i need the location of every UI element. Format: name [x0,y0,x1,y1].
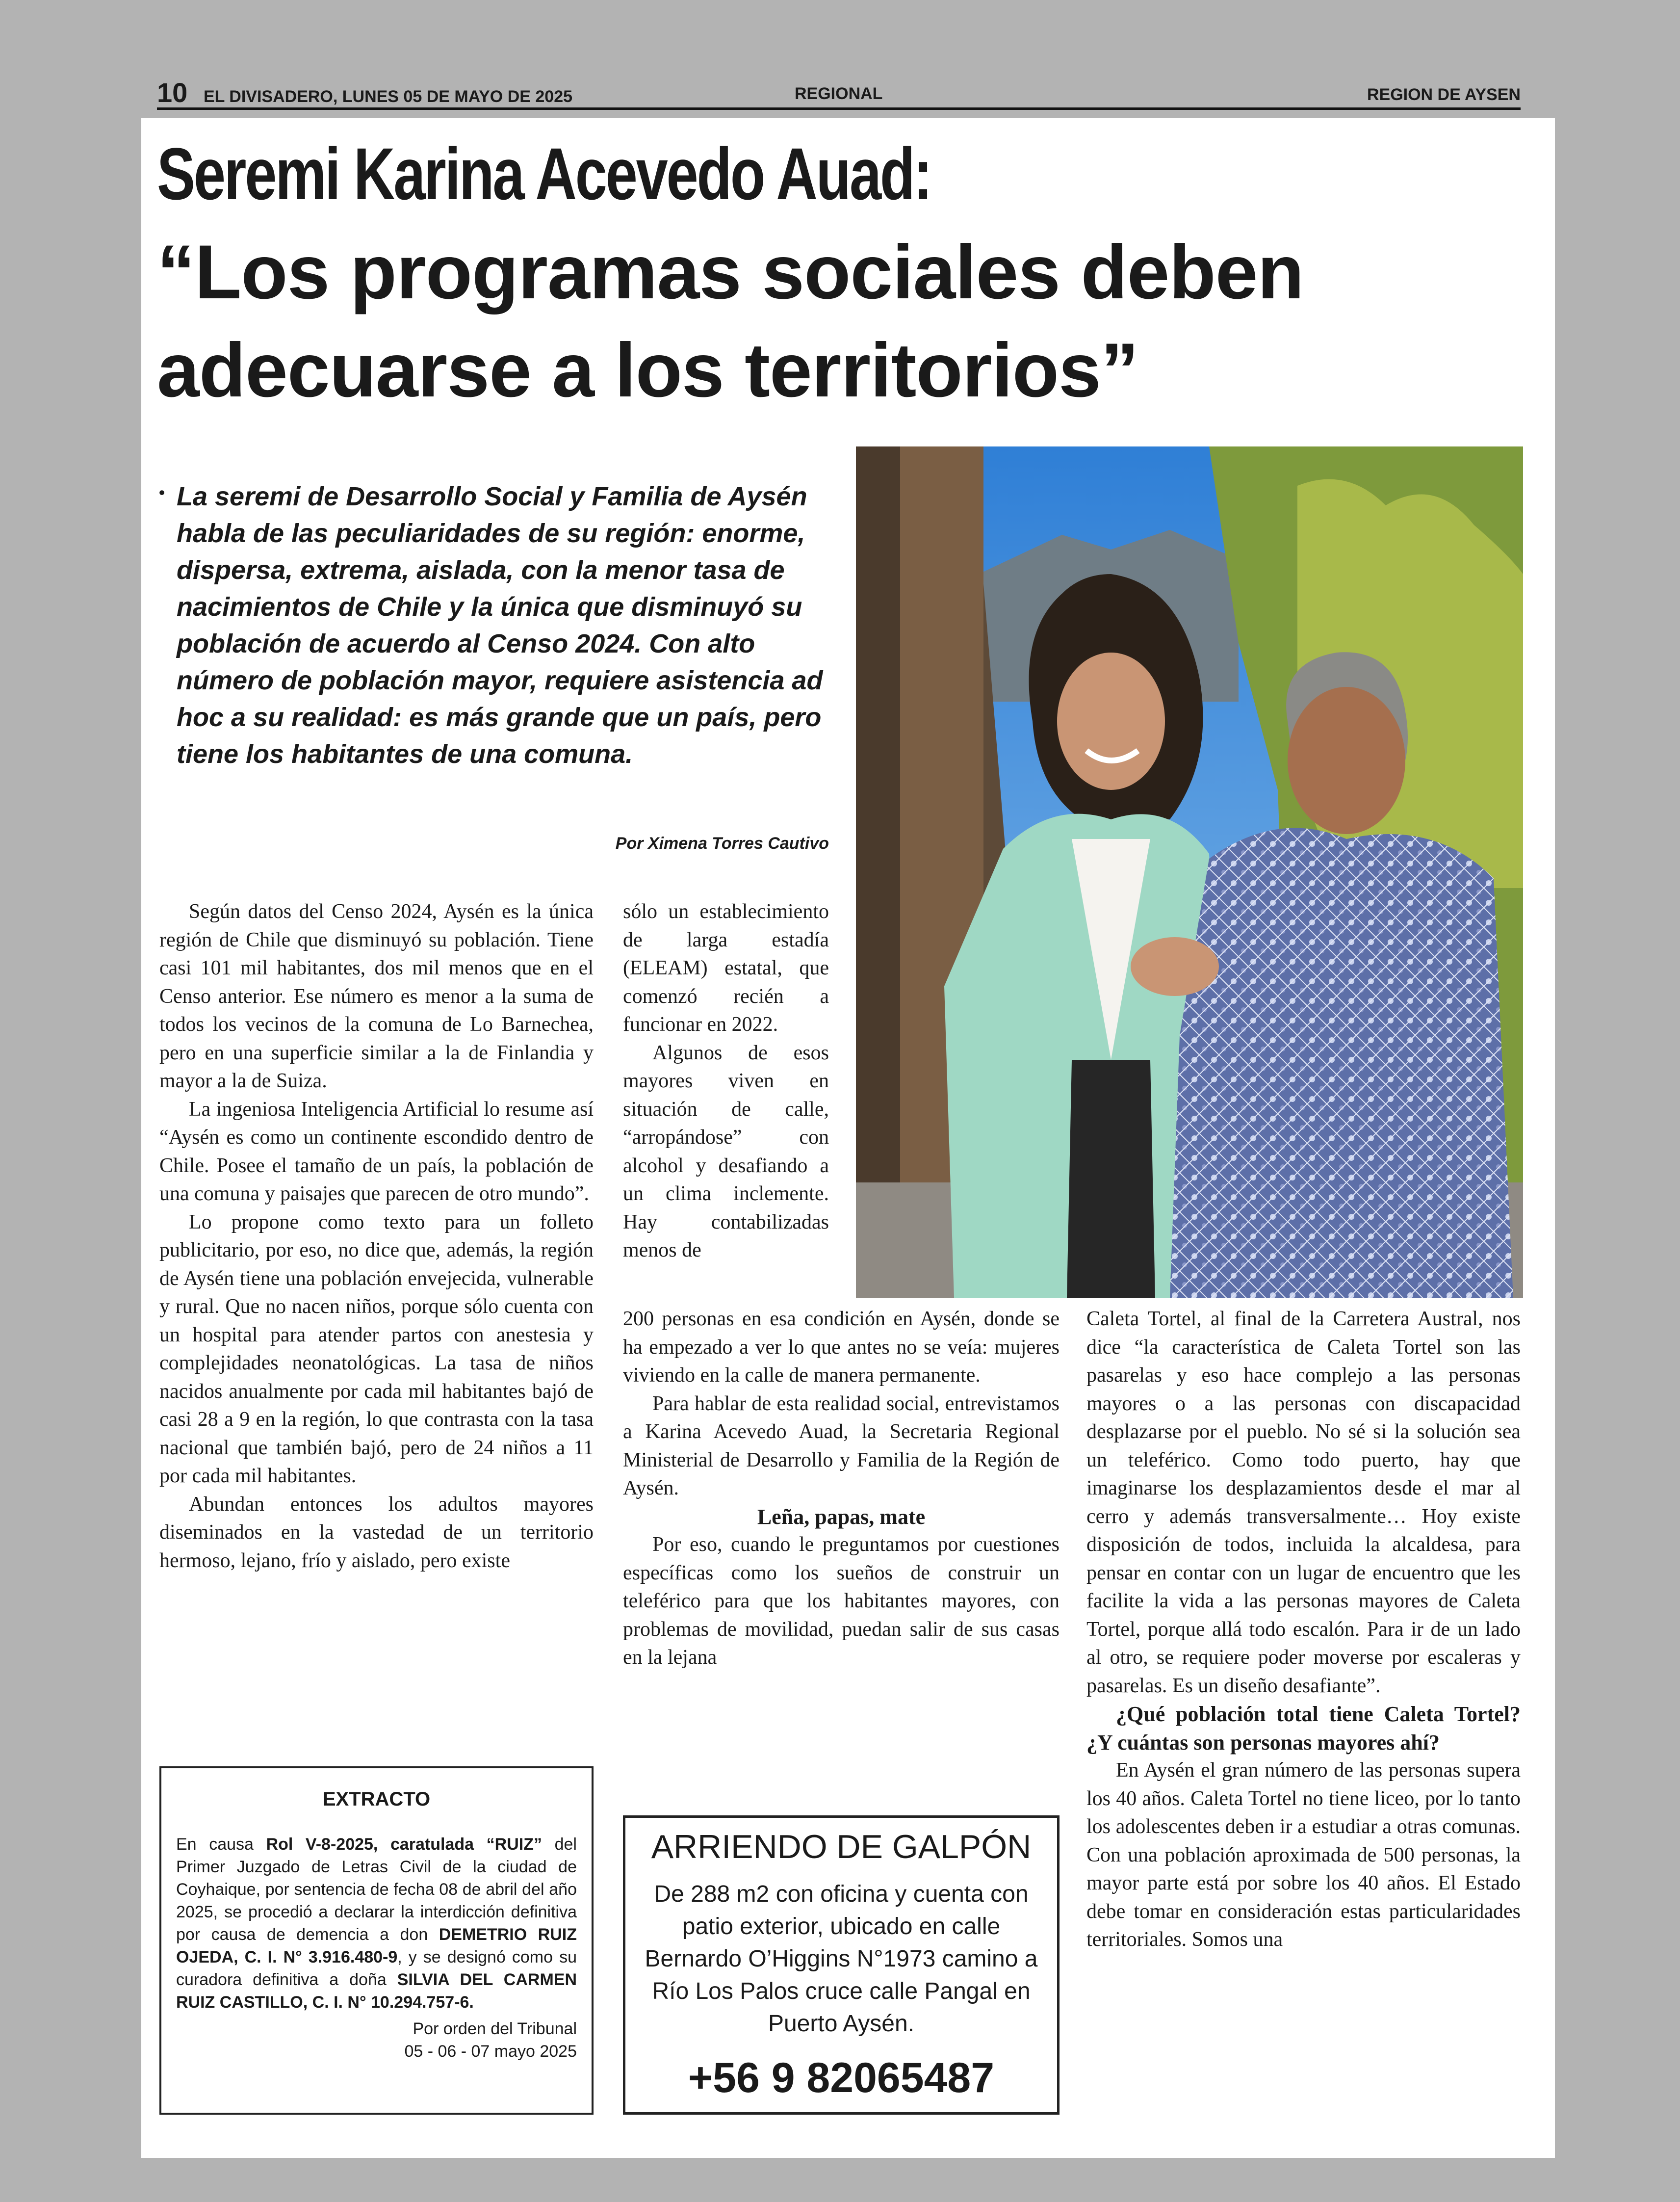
subheading: Leña, papas, mate [757,1504,926,1529]
headline [157,223,1304,419]
paragraph: sólo un establecimiento de larga estadía (ELEAM) estatal, que comenzó recién a funcionar en 2022. [623,900,829,1036]
headline-line-2: adecuarse a los territorios” [157,328,1138,413]
notice-text: del Primer Juzgado de Letras Civil de la ciudad de Coyhaique, por sentencia de fecha 08 de abril del año 2025, se procedió a declarar la interdicción definitiva por causa de demencia a don [176,1835,577,1944]
paragraph: Lo propone como texto para un folleto publicitario, por eso, no dice que, además, la región de Aysén tiene una población envejecida, vulnerable y rural. Que no nacen niños, porque sólo cuenta con un hospital para atender partos con anestesia y complejidades neonatológicas. La tasa de niños nacidos anualmente por cada mil habitantes bajó de casi 28 a 9 en la región, lo que contrasta con la tasa nacional que también bajó, pero de 24 niños a 11 por cada mil habitantes. [159,1210,594,1487]
article-column-2-bottom [623,1305,1060,1672]
page-header [157,74,1521,113]
paragraph: Abundan entonces los adultos mayores diseminados en la vastedad de un territorio hermoso, lejano, frío y aislado, pero existe [159,1493,594,1572]
photo-illustration [856,446,1523,1298]
paragraph: En Aysén el gran número de las personas supera los 40 años. Caleta Tortel no tiene liceo, por lo tanto los adolescentes deben ir a estudiar a otras comunas. Con una población aproximada de 500 personas, la mayor parte está por sobre los 40 años. El Estado debe tomar en consideración estas particularidades territoriales. Somos una [1086,1759,1521,1951]
legal-notice-box [159,1766,594,2115]
ad-text: De 288 m2 con oficina y cuenta con patio exterior, ubicado en calle Bernardo O’Higgins N°1973 camino a Río Los Palos cruce calle Pangal en Puerto Aysén. [645,1881,1038,2037]
paragraph: La ingeniosa Inteligencia Artificial lo resume así “Aysén es como un continente escondido dentro de Chile. Posee el tamaño de un país, la población de una comuna y paisajes que parecen de otro mundo”. [159,1098,594,1205]
notice-guardian: SILVIA DEL CARMEN RUIZ CASTILLO, C. I. N° 10.294.757-6. [176,1970,577,2012]
notice-text: En causa [176,1835,266,1854]
notice-signature-line: Por orden del Tribunal [413,2019,577,2038]
notice-person: DEMETRIO RUIZ OJEDA, C. I. N° 3.916.480-9 [176,1925,577,1966]
notice-text: , y se designó como su curadora definitiva a doña [176,1948,577,1989]
region-label: REGION DE AYSEN [1367,85,1521,104]
article-column-2-top [623,898,829,1265]
headline-kicker: Seremi Karina Acevedo Auad: [157,132,931,215]
publication-dateline: EL DIVISADERO, LUNES 05 DE MAYO DE 2025 [204,87,573,106]
legal-notice-title: EXTRACTO [322,1788,431,1810]
section-label: REGIONAL [795,84,883,103]
ad-phone: +56 9 82065487 [688,2054,995,2101]
article-column-3 [1086,1305,1521,1954]
ad-title: ARRIENDO DE GALPÓN [651,1828,1032,1865]
legal-notice-signature [176,2018,577,2063]
byline: Por Ximena Torres Cautivo [615,834,829,853]
headline-line-1: “Los programas sociales deben [157,230,1304,315]
article-lead: La seremi de Desarrollo Social y Familia de Aysén habla de las peculiaridades de su región: enorme, dispersa, extrema, aislada, con la menor tasa de nacimientos de Chile y la única que disminuyó su población de acuerdo al Censo 2024. Con alto número de población mayor, requiere asistencia ad hoc a su realidad: es más grande que un país, pero tiene los habitantes de una comuna. [177,482,823,769]
article-column-1 [159,898,594,1575]
paragraph: Para hablar de esta realidad social, entrevistamos a Karina Acevedo Auad, la Secretaria Regional Ministerial de Desarrollo y Familia de la Región de Aysén. [623,1392,1060,1499]
notice-dates: 05 - 06 - 07 mayo 2025 [404,2042,577,2061]
paragraph: Algunos de esos mayores viven en situación de calle, “arropándose” con alcohol y desafiando a un clima inclemente. Hay contabilizadas menos de [623,1041,829,1261]
lead-bullet: · [157,476,167,509]
page-number: 10 [157,77,188,108]
article-photo [856,446,1523,1298]
paragraph: 200 personas en esa condición en Aysén, donde se ha empezado a ver lo que antes no se veía: mujeres viviendo en la calle de manera permanente. [623,1308,1060,1387]
paragraph: Caleta Tortel, al final de la Carretera Austral, nos dice “la característica de Caleta Tortel son las pasarelas y eso hace complejo a las personas mayores o a las personas con discapacidad desplazarse por el pueblo. No sé si la solución sea un teleférico. Como todo puerto, hay que imaginarse los desplazamientos desde el mar al cerro y además transversalmente… Hoy existe disposición de todos, incluida la alcaldesa, para pensar en contar con un lugar de encuentro que les facilite la vida a las personas mayores de Caleta Tortel, porque allá todo escalón. Para ir de un lado al otro, se requiere poder moverse por escaleras y pasarelas. Es un diseño desafiante”. [1086,1308,1521,1697]
classified-ad [623,1815,1060,2115]
paragraph: Por eso, cuando le preguntamos por cuestiones específicas como los sueños de construir un teleférico para que los habitantes mayores, con problemas de movilidad, puedan salir de sus casas en la lejana [623,1533,1060,1669]
legal-notice-text [176,1833,577,2014]
question-heading: ¿Qué población total tiene Caleta Tortel? ¿Y cuántas son personas mayores ahí? [1086,1702,1521,1755]
paragraph: Según datos del Censo 2024, Aysén es la única región de Chile que disminuyó su población. Tiene casi 101 mil habitantes, dos mil menos que en el Censo anterior. Ese número es menor a la suma de todos los vecinos de la comuna de Lo Barnechea, pero en una superficie similar a la de Finlandia y mayor a la de Suiza. [159,900,594,1092]
notice-case-number: Rol V-8-2025, caratulada “RUIZ” [266,1835,542,1854]
header-rule [157,107,1521,110]
